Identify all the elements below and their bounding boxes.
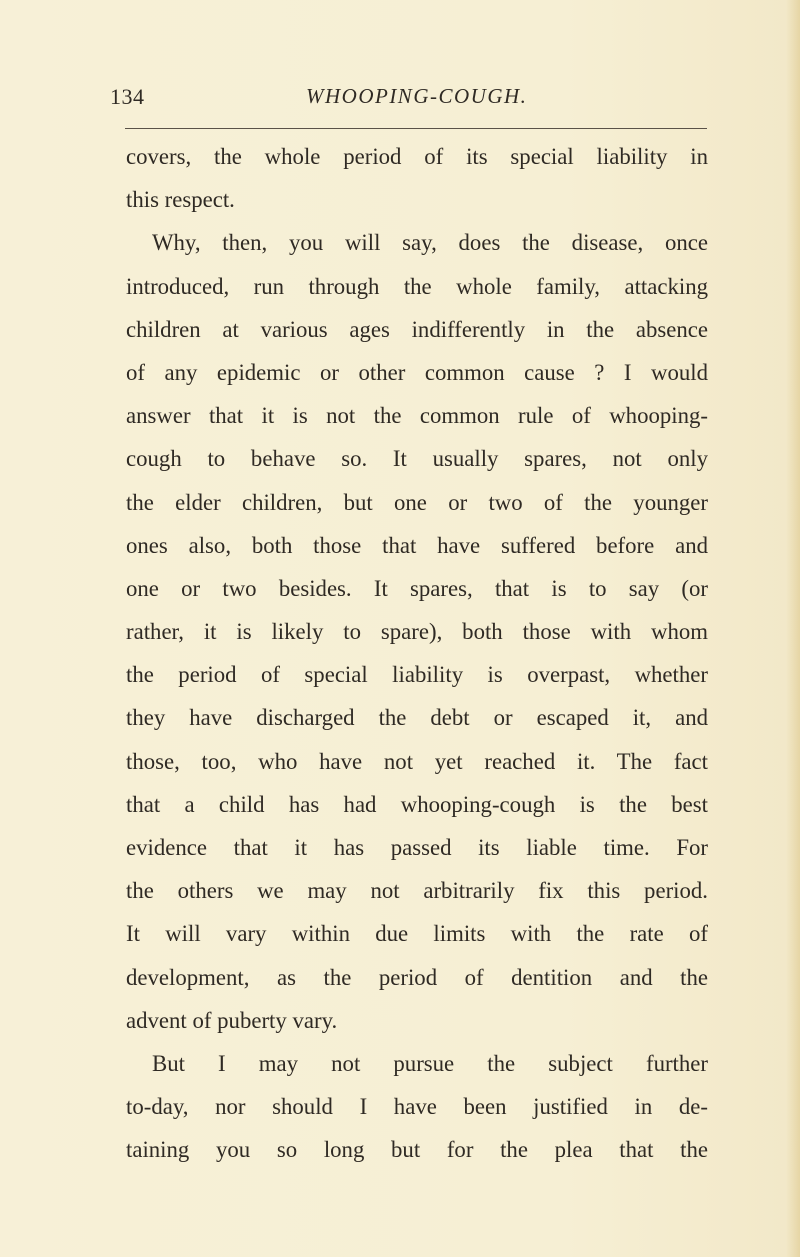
text-line: the period of special liability is overpast, whether — [126, 662, 708, 688]
text-line: one or two besides. It spares, that is to say (or — [126, 575, 708, 601]
text-line: the others we may not arbitrarily fix this period. — [126, 878, 708, 904]
text-line: ones also, both those that have suffered before and — [126, 532, 708, 558]
header-rule — [125, 128, 707, 129]
text-line: taining you so long but for the plea that the — [126, 1137, 708, 1163]
text-line: evidence that it has passed its liable time. For — [126, 835, 708, 860]
text-line: the elder children, but one or two of the younger — [126, 489, 708, 515]
text-line: introduced, run through the whole family, attacking — [126, 273, 708, 299]
text-line: It will vary within due limits with the rate of — [126, 921, 708, 947]
running-head: WHOOPING-COUGH. — [306, 84, 528, 108]
text-line: But I may not pursue the subject further — [152, 1050, 708, 1076]
text-line: of any epidemic or other common cause ? I would — [126, 359, 708, 385]
text-line: those, too, who have not yet reached it. The fact — [126, 748, 708, 774]
text-line: to-day, nor should I have been justified in de- — [126, 1094, 708, 1120]
body-text — [126, 135, 708, 1172]
text-line: answer that it is not the common rule of whooping- — [126, 403, 708, 429]
text-line: development, as the period of dentition and the — [126, 964, 708, 990]
text-line: cough to behave so. It usually spares, not only — [126, 446, 708, 472]
text-line: they have discharged the debt or escaped it, and — [126, 705, 708, 731]
text-line: that a child has had whooping-cough is the best — [126, 791, 708, 817]
page-header — [110, 80, 710, 114]
page-edge-shading — [786, 0, 800, 1257]
page-number: 134 — [110, 84, 145, 109]
text-line: this respect. — [126, 187, 235, 213]
text-line: Why, then, you will say, does the disease, once — [152, 230, 708, 256]
text-line: advent of puberty vary. — [126, 1007, 338, 1033]
text-line: covers, the whole period of its special liability in — [126, 144, 708, 169]
text-line: rather, it is likely to spare), both those with whom — [126, 619, 708, 645]
text-line: children at various ages indifferently in the absence — [126, 316, 708, 342]
